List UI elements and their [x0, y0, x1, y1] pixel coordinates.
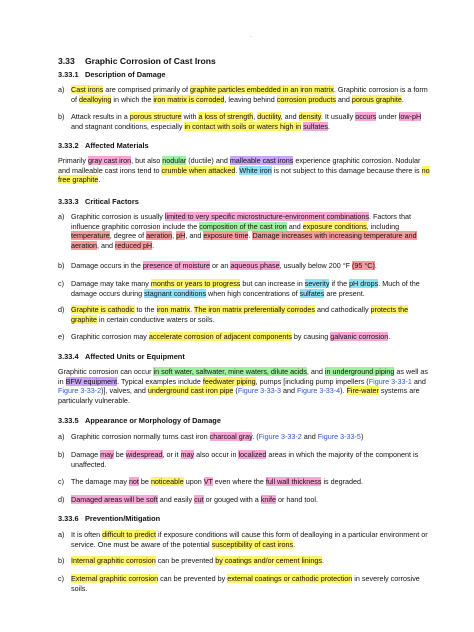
- text-run: be: [113, 450, 126, 459]
- figure-link[interactable]: Figure 3-33-2: [258, 432, 302, 441]
- highlighted-text: Cast irons: [71, 85, 104, 94]
- text-run: , and: [306, 367, 325, 376]
- units-paragraph: [58, 367, 433, 405]
- text-run: Damage occurs in the: [71, 261, 143, 270]
- highlighted-text: feedwater piping: [202, 376, 256, 386]
- text-run: (: [233, 386, 238, 395]
- item-text: [71, 574, 433, 593]
- text-run: .: [374, 261, 377, 270]
- critical-item-a: [58, 212, 433, 250]
- item-text: [71, 530, 433, 549]
- text-run: ,: [253, 112, 258, 121]
- text-run: .: [401, 94, 404, 104]
- item-text: [71, 112, 433, 131]
- text-run: .: [327, 121, 330, 131]
- heading-text: Prevention/Mitigation: [85, 514, 161, 523]
- highlighted-text: galvanic corrosion: [330, 332, 389, 341]
- text-run: if exposure conditions will cause this form of dealloying in a particular environment or service. One must be aware of the potential: [71, 530, 428, 549]
- text-run: , and: [185, 231, 204, 240]
- highlighted-text: pH: [176, 231, 186, 240]
- text-run: can be prevented by: [158, 574, 228, 583]
- highlighted-text: not: [128, 477, 139, 486]
- highlighted-text: low-pH: [398, 112, 422, 121]
- item-text: [71, 85, 433, 104]
- section-title: [58, 56, 216, 66]
- text-run: ).: [340, 386, 347, 395]
- text-run: or hand tool.: [275, 495, 318, 504]
- highlighted-text: localized: [238, 450, 267, 459]
- highlighted-text: may: [180, 450, 195, 459]
- highlighted-text: a loss of strength: [198, 112, 254, 121]
- highlighted-text: graphite particles embedded in an iron matrix: [190, 85, 334, 94]
- item-text: [71, 450, 433, 469]
- figure-link[interactable]: Figure 3-33-3: [237, 386, 281, 395]
- critical-item-d: [58, 305, 433, 324]
- highlighted-text: porous structure: [129, 112, 182, 121]
- prevention-item-b: [58, 556, 433, 566]
- heading-number: 3.33.2: [58, 141, 79, 150]
- highlighted-text: temperature: [71, 231, 110, 240]
- text-run: under: [376, 112, 399, 121]
- text-run: are present.: [324, 288, 365, 298]
- highlighted-text: VT: [203, 477, 213, 486]
- appearance-item-b: [58, 450, 433, 469]
- highlighted-text: density: [298, 112, 321, 121]
- heading-number: 3.33.4: [58, 352, 79, 361]
- highlighted-text: composition of the cast iron: [199, 221, 287, 231]
- figure-link[interactable]: Figure 3-33-5: [317, 432, 361, 441]
- highlighted-text: aqueous phase: [230, 261, 280, 270]
- text-run: Damage may take many: [71, 279, 151, 288]
- text-run: )], valves, and: [101, 386, 148, 395]
- highlighted-text: Fire-water: [346, 386, 379, 395]
- item-label: e): [58, 332, 65, 341]
- text-run: . Typical examples include: [117, 376, 203, 386]
- highlighted-text: corrosion products: [276, 94, 336, 104]
- heading-number: 3.33.3: [58, 197, 79, 206]
- highlighted-text: malleable cast irons: [229, 156, 294, 165]
- highlighted-text: severity: [304, 279, 330, 288]
- item-text: [71, 305, 433, 324]
- highlighted-text: widespread: [125, 450, 163, 459]
- text-run: if the: [329, 279, 350, 288]
- heading-text: Affected Materials: [85, 141, 149, 150]
- text-run: can be prevented: [155, 556, 216, 565]
- text-run: .: [293, 539, 296, 549]
- page-mark: ·: [250, 34, 252, 40]
- text-run: , and: [96, 240, 115, 250]
- text-run: be: [138, 477, 151, 486]
- highlighted-text: Internal graphitic corrosion: [71, 556, 156, 565]
- item-label: b): [58, 261, 65, 270]
- text-run: .: [235, 165, 240, 175]
- text-run: or an: [210, 261, 231, 270]
- highlighted-text: iron matrix: [156, 305, 191, 314]
- text-run: is degraded.: [321, 477, 364, 486]
- highlighted-text: stagnant conditions: [144, 288, 207, 298]
- text-run: It is often: [71, 530, 103, 539]
- text-run: in which the: [111, 94, 154, 104]
- text-run: Graphitic corrosion may: [71, 332, 149, 341]
- text-run: by causing: [291, 332, 331, 341]
- heading-text: Affected Units or Equipment: [85, 352, 185, 361]
- item-label: b): [58, 450, 65, 459]
- text-run: . Factors that influence graphitic corrosion include the: [71, 212, 411, 231]
- text-run: to the: [134, 305, 157, 314]
- text-run: Graphitic corrosion can occur: [58, 367, 154, 376]
- item-label: c): [58, 477, 64, 486]
- text-run: and: [286, 221, 303, 231]
- text-run: , pumps [including pump impellers (: [255, 376, 369, 386]
- highlighted-text: underground cast iron pipe: [147, 386, 234, 395]
- text-run: The damage may: [71, 477, 129, 486]
- section-number: 3.33: [58, 56, 75, 66]
- item-label: d): [58, 495, 65, 504]
- highlighted-text: cut: [194, 495, 204, 504]
- text-run: and: [301, 432, 318, 441]
- heading-materials: [58, 141, 149, 150]
- highlighted-text: knife: [260, 495, 276, 504]
- highlighted-text: Damaged areas will be soft: [71, 495, 158, 504]
- text-run: and cathodically: [315, 305, 371, 314]
- text-run: in severely corrosive soils.: [71, 574, 420, 593]
- item-label: b): [58, 112, 65, 121]
- text-run: even where the: [212, 477, 266, 486]
- figure-link[interactable]: Figure 3-33-4: [296, 386, 341, 395]
- heading-number: 3.33.6: [58, 514, 79, 523]
- item-text: [71, 261, 433, 271]
- text-run: Damage: [71, 450, 101, 459]
- text-run: , leaving behind: [224, 94, 277, 104]
- heading-text: Description of Damage: [85, 70, 166, 79]
- text-run: when high concentrations of: [206, 288, 300, 298]
- text-run: . Much of the damage occurs during: [71, 279, 420, 298]
- item-text: [71, 332, 433, 342]
- highlighted-text: (95 °C): [352, 261, 375, 270]
- appearance-item-a: [58, 432, 433, 442]
- text-run: (ductile) and: [186, 156, 230, 165]
- highlighted-text: accelerate corrosion of adjacent components: [148, 332, 292, 341]
- highlighted-text: reduced pH: [114, 240, 153, 250]
- text-run: , usually below 200 °F: [279, 261, 353, 270]
- critical-item-e: [58, 332, 433, 342]
- highlighted-text: in underground piping: [324, 367, 395, 376]
- text-run: .: [248, 231, 253, 240]
- text-run: ,: [172, 231, 177, 240]
- highlighted-text: gray cast iron: [87, 156, 132, 165]
- highlighted-text: by coatings and/or cement linings: [215, 556, 322, 565]
- highlighted-text: Damage increases with increasing temperature and aeration: [71, 231, 417, 250]
- text-run: and stagnant conditions, especially: [71, 121, 185, 131]
- highlighted-text: pH drops: [349, 279, 379, 288]
- highlighted-text: may: [100, 450, 114, 459]
- text-run: areas in which the majority of the component is unaffected.: [71, 450, 419, 469]
- text-run: , or it: [162, 450, 181, 459]
- text-run: also occur in: [194, 450, 239, 459]
- materials-paragraph: [58, 156, 433, 185]
- item-text: [71, 432, 433, 442]
- text-run: .: [98, 175, 101, 184]
- figure-link[interactable]: Figure 3-33-1: [368, 376, 412, 386]
- heading-affected-units: [58, 352, 185, 361]
- highlighted-text: in soft water, saltwater, mine waters, dilute acids: [153, 367, 307, 376]
- text-run: systems are particularly vulnerable.: [58, 386, 420, 405]
- heading-description: [58, 70, 166, 79]
- highlighted-text: difficult to predict: [102, 530, 156, 539]
- prevention-item-a: [58, 530, 433, 549]
- text-run: and easily: [157, 495, 195, 504]
- text-run: .: [388, 332, 391, 341]
- text-run: , degree of: [109, 231, 147, 240]
- heading-number: 3.33.5: [58, 416, 79, 425]
- text-run: , but also: [131, 156, 163, 165]
- highlighted-text: no free graphite: [58, 165, 430, 184]
- item-label: d): [58, 305, 65, 314]
- heading-text: Appearance or Morphology of Damage: [85, 416, 221, 425]
- item-text: [71, 495, 433, 505]
- heading-number: 3.33.1: [58, 70, 79, 79]
- highlighted-text: charcoal gray: [209, 432, 253, 441]
- text-run: . Graphitic corrosion is a form of: [71, 85, 428, 104]
- highlighted-text: porous graphite: [351, 94, 402, 104]
- text-run: .: [152, 240, 155, 250]
- text-run: Primarily: [58, 156, 88, 165]
- appearance-item-d: [58, 495, 433, 505]
- text-run: but can increase in: [240, 279, 305, 288]
- highlighted-text: sulfates: [299, 288, 325, 298]
- heading-critical-factors: [58, 197, 139, 206]
- highlighted-text: crumble when attacked: [161, 165, 236, 175]
- critical-item-c: [58, 279, 433, 298]
- appearance-item-c: [58, 477, 433, 487]
- text-run: ): [360, 432, 364, 441]
- section-title-text: Graphic Corrosion of Cast Irons: [85, 56, 216, 66]
- text-run: and: [335, 94, 352, 104]
- text-run: .: [190, 305, 194, 314]
- text-run: experience graphitic corrosion. Nodular and malleable cast irons tend to: [58, 156, 421, 175]
- highlighted-text: aeration: [146, 231, 173, 240]
- text-run: , and: [280, 112, 299, 121]
- figure-link[interactable]: Figure 3-33-2: [58, 386, 102, 395]
- heading-appearance: [58, 416, 221, 425]
- item-label: a): [58, 530, 65, 539]
- highlighted-text: External graphitic corrosion: [71, 574, 159, 583]
- highlighted-text: iron matrix is corroded: [153, 94, 225, 104]
- text-run: upon: [183, 477, 204, 486]
- highlighted-text: noticeable: [150, 477, 184, 486]
- text-run: and: [280, 386, 297, 395]
- text-run: and: [411, 376, 426, 386]
- description-item-b: [58, 112, 433, 131]
- item-label: c): [58, 279, 64, 288]
- prevention-item-c: [58, 574, 433, 593]
- item-label: a): [58, 85, 65, 94]
- highlighted-text: presence of moisture: [142, 261, 211, 270]
- item-label: a): [58, 432, 65, 441]
- text-run: , including: [366, 221, 400, 231]
- highlighted-text: susceptibility of cast irons: [211, 539, 294, 549]
- highlighted-text: White iron: [239, 165, 272, 175]
- highlighted-text: full wall thickness: [265, 477, 322, 486]
- item-label: c): [58, 574, 64, 583]
- highlighted-text: in contact with soils or waters high in: [184, 121, 302, 131]
- highlighted-text: external coatings or cathodic protection: [227, 574, 353, 583]
- text-run: . (: [252, 432, 259, 441]
- critical-item-b: [58, 261, 433, 271]
- highlighted-text: dealloying: [79, 94, 112, 104]
- item-text: [71, 279, 433, 298]
- highlighted-text: BFW equipment: [65, 376, 118, 386]
- text-run: is not subject to this damage because there is: [271, 165, 422, 175]
- text-run: . It usually: [320, 112, 356, 121]
- heading-text: Critical Factors: [85, 197, 139, 206]
- highlighted-text: limited to very specific microstructure-environment combinations: [164, 212, 369, 221]
- highlighted-text: ductility: [257, 112, 281, 121]
- item-text: [71, 477, 433, 487]
- highlighted-text: exposure time: [203, 231, 249, 240]
- item-label: b): [58, 556, 65, 565]
- highlighted-text: protects the graphite: [71, 305, 409, 324]
- text-run: .: [321, 556, 324, 565]
- text-run: or gouged with a: [203, 495, 261, 504]
- text-run: with: [181, 112, 199, 121]
- item-label: a): [58, 212, 65, 221]
- highlighted-text: Graphite is cathodic: [71, 305, 135, 314]
- highlighted-text: occurs: [355, 112, 377, 121]
- item-text: [71, 556, 433, 566]
- text-run: Attack results in a: [71, 112, 130, 121]
- text-run: Graphitic corrosion is usually: [71, 212, 165, 221]
- description-item-a: [58, 85, 433, 104]
- highlighted-text: nodular: [162, 156, 187, 165]
- highlighted-text: exposure conditions: [302, 221, 367, 231]
- highlighted-text: months or years to progress: [150, 279, 241, 288]
- text-run: in certain conductive waters or soils.: [96, 314, 215, 324]
- text-run: are comprised primarily of: [103, 85, 191, 94]
- text-run: Graphitic corrosion normally turns cast iron: [71, 432, 210, 441]
- heading-prevention: [58, 514, 160, 523]
- item-text: [71, 212, 433, 250]
- highlighted-text: The iron matrix preferentially corrodes: [193, 305, 315, 314]
- text-run: as well as in: [58, 367, 428, 386]
- highlighted-text: sulfates: [303, 121, 328, 131]
